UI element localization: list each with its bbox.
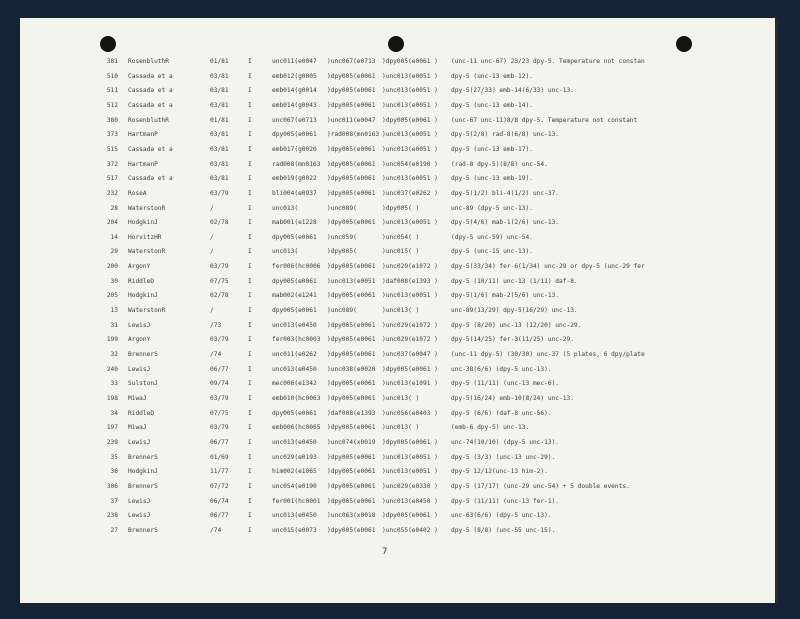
gene-locus-2: )dpy005(e0061 bbox=[327, 394, 376, 402]
gene-locus-1: unc054(e0190 bbox=[272, 482, 317, 490]
row-mark: I bbox=[248, 248, 252, 256]
gene-locus-3: )dpy005(e0061 ) bbox=[382, 512, 438, 520]
gene-locus-3: )unc055(e0402 ) bbox=[382, 526, 438, 534]
author-name: HodgkinJ bbox=[128, 468, 158, 476]
gene-locus-3: )unc054( ) bbox=[382, 233, 420, 241]
gene-locus-1: unc013( bbox=[272, 248, 299, 256]
author-name: BrennerS bbox=[128, 526, 158, 534]
author-name: LewisJ bbox=[128, 497, 151, 505]
row-number: 511 bbox=[106, 87, 118, 95]
row-number: 373 bbox=[106, 131, 118, 139]
gene-locus-3: )unc029(e1072 ) bbox=[382, 336, 438, 344]
cross-result: dpy-5(1/6) mab-2(5/6) unc-13. bbox=[451, 292, 560, 300]
cross-result: dpy-5 (11/11) (unc-13 mec-6). bbox=[451, 380, 560, 388]
punch-hole-left bbox=[100, 36, 116, 52]
row-date: 03/79 bbox=[210, 424, 229, 432]
cross-result: dpy-5(2/8) rad-8(6/8) unc-13. bbox=[451, 131, 560, 139]
cross-result: unc-38(6/6) (dpy-5 unc-13). bbox=[451, 365, 552, 373]
row-number: 35 bbox=[110, 453, 118, 461]
gene-locus-3: )unc029(e1072 ) bbox=[382, 321, 438, 329]
row-mark: I bbox=[248, 131, 252, 139]
gene-locus-2: )dpy005(e0061 bbox=[327, 468, 376, 476]
row-mark: I bbox=[248, 424, 252, 432]
cross-result: (unc-11 dpy-5) (30/30) unc-37 (5 plates, 6 dpy/plate bbox=[451, 351, 645, 358]
cross-result: unc-89(13/29) dpy-5(16/29) unc-13. bbox=[451, 307, 578, 315]
gene-locus-1: emb014(g0043 bbox=[272, 101, 317, 109]
gene-locus-1: unc011(e0262 bbox=[272, 351, 317, 358]
row-number: 205 bbox=[106, 292, 118, 300]
cross-result: dpy-5(1/2) bli-4(1/2) unc-37. bbox=[451, 189, 560, 197]
row-date: 03/79 bbox=[210, 336, 229, 344]
gene-locus-1: him002(e1065 bbox=[272, 468, 317, 476]
row-date: 07/75 bbox=[210, 277, 229, 285]
author-name: WaterstonR bbox=[128, 307, 166, 315]
gene-locus-3: )unc015( ) bbox=[382, 248, 420, 256]
cross-result: dpy-5(14/25) fer-3(11/25) unc-29. bbox=[451, 336, 574, 344]
gene-locus-1: dpy005(e0061 bbox=[272, 233, 317, 241]
author-name: ArgonY bbox=[128, 336, 151, 344]
gene-locus-1: dpy005(e0061 bbox=[272, 131, 317, 139]
row-number: 32 bbox=[110, 351, 118, 358]
cross-result: dpy-5 (unc-13 emb-17). bbox=[451, 145, 533, 153]
row-number: 240 bbox=[106, 365, 118, 373]
cross-result: dpy-5(33/34) fer-6(1/34) unc-29 or dpy-5 (unc-29 fer bbox=[451, 263, 645, 271]
row-date: /74 bbox=[210, 351, 222, 358]
gene-locus-3: )unc013(e0051 ) bbox=[382, 468, 438, 476]
row-number: 199 bbox=[106, 336, 118, 344]
gene-locus-2: )dpy005(e0061 bbox=[327, 497, 376, 505]
row-date: / bbox=[210, 248, 214, 256]
row-number: 197 bbox=[106, 424, 118, 432]
row-date: / bbox=[210, 307, 214, 315]
gene-locus-2: )dpy005(e0061 bbox=[327, 351, 376, 358]
author-name: WaterstonR bbox=[128, 204, 166, 212]
author-name: Cassada et a bbox=[128, 87, 173, 95]
gene-locus-1: unc013(e0450 bbox=[272, 438, 317, 446]
row-number: 29 bbox=[110, 248, 118, 256]
cross-result: (dpy-5 unc-59) unc-54. bbox=[451, 233, 533, 241]
gene-locus-1: unc013(e0450 bbox=[272, 512, 317, 520]
gene-locus-2: )dpy005(e0061 bbox=[327, 101, 376, 109]
row-mark: I bbox=[248, 497, 252, 505]
cross-result: dpy-5 (8/20) unc-13 (12/20) unc-29. bbox=[451, 321, 582, 329]
author-name: RiddleD bbox=[128, 277, 155, 285]
row-number: 512 bbox=[106, 101, 118, 109]
cross-result: dpy-5 (11/11) (unc-13 fer-1). bbox=[451, 497, 560, 505]
row-date: 06/74 bbox=[210, 497, 229, 505]
author-name: MiwaJ bbox=[128, 394, 147, 402]
row-date: 06/77 bbox=[210, 365, 229, 373]
gene-locus-1: unc013( bbox=[272, 204, 299, 212]
row-mark: I bbox=[248, 116, 252, 124]
punch-hole-center bbox=[388, 36, 404, 52]
row-number: 27 bbox=[110, 526, 118, 534]
row-date: 06/77 bbox=[210, 512, 229, 520]
row-number: 30 bbox=[110, 277, 118, 285]
row-date: 02/78 bbox=[210, 292, 229, 300]
gene-locus-1: emb006(hc0065 bbox=[272, 424, 321, 432]
gene-locus-2: )unc074(x0019 bbox=[327, 438, 376, 446]
gene-locus-3: )unc013( ) bbox=[382, 394, 420, 402]
gene-locus-2: )unc089( bbox=[327, 204, 357, 212]
cross-result: dpy-5 (unc-13 emb-19). bbox=[451, 175, 533, 183]
gene-locus-3: )dpy005(e0061 ) bbox=[382, 116, 438, 124]
row-date: 02/78 bbox=[210, 219, 229, 227]
author-name: SulstonJ bbox=[128, 380, 158, 388]
gene-locus-2: )unc059( bbox=[327, 233, 357, 241]
cross-result: (unc-67 unc-11)8/8 dpy-5. Temperature not constant bbox=[451, 116, 638, 124]
row-number: 515 bbox=[106, 145, 118, 153]
row-mark: I bbox=[248, 72, 252, 80]
gene-locus-1: rad008(mn0163 bbox=[272, 160, 321, 168]
row-number: 200 bbox=[106, 263, 118, 271]
gene-locus-3: )unc013(e0051 ) bbox=[382, 292, 438, 300]
gene-locus-1: emb017(g0020 bbox=[272, 145, 317, 153]
gene-locus-2: )dpy005(e0061 bbox=[327, 219, 376, 227]
row-number: 381 bbox=[106, 58, 118, 65]
gene-locus-1: fer006(hc0006 bbox=[272, 263, 321, 271]
gene-locus-1: emb012(g0005 bbox=[272, 72, 317, 80]
gene-locus-1: unc013(e0450 bbox=[272, 321, 317, 329]
row-number: 510 bbox=[106, 72, 118, 80]
gene-locus-2: )dpy005(e0061 bbox=[327, 175, 376, 183]
gene-locus-2: )dpy005(e0061 bbox=[327, 189, 376, 197]
row-mark: I bbox=[248, 468, 252, 476]
gene-locus-3: )dpy005( ) bbox=[382, 204, 420, 212]
gene-locus-2: )dpy005(e0061 bbox=[327, 380, 376, 388]
cross-result: dpy-5 (8/8) (unc-55 unc-15). bbox=[451, 526, 556, 534]
gene-locus-3: )unc013( ) bbox=[382, 307, 420, 315]
gene-locus-1: unc015(e0073 bbox=[272, 526, 317, 534]
author-name: HartmanP bbox=[128, 131, 158, 139]
gene-locus-1: bli004(e0937 bbox=[272, 189, 317, 197]
gene-locus-2: )dpy005(e0061 bbox=[327, 145, 376, 153]
row-date: 03/81 bbox=[210, 131, 229, 139]
row-date: 01/81 bbox=[210, 58, 229, 65]
gene-locus-1: mec006(e1342 bbox=[272, 380, 317, 388]
row-number: 36 bbox=[110, 468, 118, 476]
gene-locus-3: )daf008(e1393 ) bbox=[382, 277, 438, 285]
author-name: Cassada et a bbox=[128, 175, 173, 183]
author-name: BrennerS bbox=[128, 482, 158, 490]
gene-locus-3: )unc013( ) bbox=[382, 424, 420, 432]
row-mark: I bbox=[248, 219, 252, 227]
row-mark: I bbox=[248, 351, 252, 358]
gene-locus-1: dpy005(e0061 bbox=[272, 277, 317, 285]
row-date: 11/77 bbox=[210, 468, 229, 476]
row-date: 03/81 bbox=[210, 175, 229, 183]
cross-result: unc-74(10/10) (dpy-5 unc-13). bbox=[451, 438, 560, 446]
row-number: 380 bbox=[106, 116, 118, 124]
row-date: 09/74 bbox=[210, 380, 229, 388]
gene-locus-2: )dpy005(e0061 bbox=[327, 72, 376, 80]
gene-locus-2: )unc063(x0018 bbox=[327, 512, 376, 520]
gene-locus-3: )unc013(e0450 ) bbox=[382, 497, 438, 505]
author-name: RosenbluthR bbox=[128, 116, 169, 124]
cross-result: dpy-5(27/33) emb-14(6/33) unc-13. bbox=[451, 87, 574, 95]
row-number: 14 bbox=[110, 233, 118, 241]
row-mark: I bbox=[248, 160, 252, 168]
gene-locus-2: )unc011(e0047 bbox=[327, 116, 376, 124]
row-date: 03/79 bbox=[210, 394, 229, 402]
author-name: Cassada et a bbox=[128, 101, 173, 109]
row-date: 01/69 bbox=[210, 453, 229, 461]
gene-locus-3: )unc037(e0047 ) bbox=[382, 351, 438, 358]
gene-locus-3: )unc013(e0051 ) bbox=[382, 87, 438, 95]
cross-result: dpy-5 (unc-13 emb-12). bbox=[451, 72, 533, 80]
row-mark: I bbox=[248, 394, 252, 402]
row-date: 06/77 bbox=[210, 438, 229, 446]
gene-locus-2: )dpy005(e0061 bbox=[327, 482, 376, 490]
gene-locus-2: )dpy005( bbox=[327, 248, 357, 256]
author-name: HodgkinJ bbox=[128, 292, 158, 300]
gene-locus-1: fer001(hc0001 bbox=[272, 497, 321, 505]
gene-locus-1: unc011(e0047 bbox=[272, 58, 317, 65]
gene-locus-3: )unc013(e0051 ) bbox=[382, 72, 438, 80]
gene-locus-1: fer003(hc0003 bbox=[272, 336, 321, 344]
cross-result: unc-89 (dpy-5 unc-13). bbox=[451, 204, 533, 212]
gene-locus-3: )unc029(e1072 ) bbox=[382, 263, 438, 271]
row-mark: I bbox=[248, 321, 252, 329]
gene-locus-2: )dpy005(e0061 bbox=[327, 526, 376, 534]
punch-hole-right bbox=[676, 36, 692, 52]
row-date: 03/81 bbox=[210, 145, 229, 153]
row-number: 372 bbox=[106, 160, 118, 168]
row-date: 03/81 bbox=[210, 160, 229, 168]
cross-result: (unc-11 unc-67) 23/23 dpy-5. Temperature not constan bbox=[451, 58, 645, 65]
row-mark: I bbox=[248, 380, 252, 388]
gene-locus-2: )dpy005(e0061 bbox=[327, 292, 376, 300]
author-name: WaterstonR bbox=[128, 248, 166, 256]
row-number: 238 bbox=[106, 512, 118, 520]
row-date: 07/75 bbox=[210, 409, 229, 417]
author-name: RiddleD bbox=[128, 409, 155, 417]
gene-locus-2: )dpy005(e0061 bbox=[327, 263, 376, 271]
gene-locus-3: )unc013(e1091 ) bbox=[382, 380, 438, 388]
row-date: /73 bbox=[210, 321, 222, 329]
gene-locus-2: )dpy005(e0061 bbox=[327, 321, 376, 329]
gene-locus-3: )unc013(e0051 ) bbox=[382, 453, 438, 461]
row-date: 07/72 bbox=[210, 482, 229, 490]
row-mark: I bbox=[248, 292, 252, 300]
gene-locus-2: )unc013(e0051 bbox=[327, 277, 376, 285]
author-name: MiwaJ bbox=[128, 424, 147, 432]
gene-locus-1: emb019(g0022 bbox=[272, 175, 317, 183]
gene-locus-2: )dpy005(e0061 bbox=[327, 424, 376, 432]
row-mark: I bbox=[248, 189, 252, 197]
row-mark: I bbox=[248, 101, 252, 109]
row-date: /74 bbox=[210, 526, 222, 534]
gene-locus-3: )unc054(e0190 ) bbox=[382, 160, 438, 168]
gene-locus-1: unc013(e0450 bbox=[272, 365, 317, 373]
cross-result: dpy-5 (17/17) (unc-29 unc-54) + 5 double events. bbox=[451, 482, 630, 490]
author-name: ArgonY bbox=[128, 263, 151, 271]
gene-locus-2: )daf008(e1393 bbox=[327, 409, 376, 417]
author-name: RosenbluthR bbox=[128, 58, 169, 65]
row-number: 204 bbox=[106, 219, 118, 227]
gene-locus-1: mab001(e1228 bbox=[272, 219, 317, 227]
row-number: 517 bbox=[106, 175, 118, 183]
row-mark: I bbox=[248, 175, 252, 183]
gene-locus-3: )unc037(e0262 ) bbox=[382, 189, 438, 197]
gene-locus-1: emb010(hc0063 bbox=[272, 394, 321, 402]
row-mark: I bbox=[248, 277, 252, 285]
row-number: 31 bbox=[110, 321, 118, 329]
author-name: LewisJ bbox=[128, 321, 151, 329]
row-date: 03/81 bbox=[210, 87, 229, 95]
row-mark: I bbox=[248, 409, 252, 417]
gene-locus-3: )unc013(e0051 ) bbox=[382, 145, 438, 153]
gene-locus-3: )dpy005(e0061 ) bbox=[382, 438, 438, 446]
gene-locus-3: )unc013(e0051 ) bbox=[382, 219, 438, 227]
author-name: HorvitzHR bbox=[128, 233, 162, 241]
author-name: BrennerS bbox=[128, 453, 158, 461]
row-number: 232 bbox=[106, 189, 118, 197]
cross-result: (emb-6 dpy-5) unc-13. bbox=[451, 424, 530, 432]
row-mark: I bbox=[248, 145, 252, 153]
gene-locus-2: )dpy005(e0061 bbox=[327, 453, 376, 461]
row-number: 306 bbox=[106, 482, 118, 490]
gene-locus-1: unc029(e0193 bbox=[272, 453, 317, 461]
row-mark: I bbox=[248, 365, 252, 373]
row-mark: I bbox=[248, 233, 252, 241]
row-mark: I bbox=[248, 336, 252, 344]
gene-locus-3: )unc056(e0403 ) bbox=[382, 409, 438, 417]
row-number: 33 bbox=[110, 380, 118, 388]
gene-locus-1: dpy005(e0061 bbox=[272, 409, 317, 417]
gene-locus-3: )unc013(e0051 ) bbox=[382, 131, 438, 139]
row-mark: I bbox=[248, 307, 252, 315]
row-mark: I bbox=[248, 58, 252, 65]
row-date: 03/81 bbox=[210, 101, 229, 109]
row-mark: I bbox=[248, 526, 252, 534]
row-mark: I bbox=[248, 87, 252, 95]
gene-locus-1: dpy005(e0061 bbox=[272, 307, 317, 315]
gene-locus-2: )unc067(e0713 bbox=[327, 58, 376, 65]
author-name: HartmanP bbox=[128, 160, 158, 168]
gene-locus-2: )dpy005(e0061 bbox=[327, 336, 376, 344]
author-name: Cassada et a bbox=[128, 145, 173, 153]
cross-result: dpy-5 (3/3) (unc-13 unc-29). bbox=[451, 453, 556, 461]
author-name: Cassada et a bbox=[128, 72, 173, 80]
page-number: 7 bbox=[382, 547, 388, 557]
row-mark: I bbox=[248, 204, 252, 212]
row-mark: I bbox=[248, 482, 252, 490]
cross-result: dpy-5 12/12(unc-13 him-2). bbox=[451, 468, 548, 476]
cross-result: (rad-8 dpy-5)(8/8) unc-54. bbox=[451, 160, 548, 168]
row-date: 03/81 bbox=[210, 72, 229, 80]
gene-locus-1: mab002(e1241 bbox=[272, 292, 317, 300]
gene-locus-3: )unc013(e0051 ) bbox=[382, 101, 438, 109]
row-mark: I bbox=[248, 512, 252, 520]
row-number: 37 bbox=[110, 497, 118, 505]
row-number: 198 bbox=[106, 394, 118, 402]
gene-locus-3: )unc013(e0051 ) bbox=[382, 175, 438, 183]
paper-sheet bbox=[20, 18, 778, 603]
gene-locus-3: )dpy005(e0061 ) bbox=[382, 365, 438, 373]
gene-locus-1: emb014(g0014 bbox=[272, 87, 317, 95]
row-number: 239 bbox=[106, 438, 118, 446]
cross-result: dpy-5 (unc-15 unc-13). bbox=[451, 248, 533, 256]
row-date: 01/81 bbox=[210, 116, 229, 124]
author-name: LewisJ bbox=[128, 365, 151, 373]
gene-locus-2: )unc089( bbox=[327, 307, 357, 315]
row-mark: I bbox=[248, 263, 252, 271]
row-mark: I bbox=[248, 453, 252, 461]
gene-locus-3: )unc029(e0330 ) bbox=[382, 482, 438, 490]
row-date: 03/79 bbox=[210, 263, 229, 271]
author-name: RoseA bbox=[128, 189, 147, 197]
row-date: 03/79 bbox=[210, 189, 229, 197]
cross-result: dpy-5 (unc-13 emb-14). bbox=[451, 101, 533, 109]
cross-result: dpy-5(4/6) mab-1(2/6) unc-13. bbox=[451, 219, 560, 227]
gene-locus-2: )dpy005(e0061 bbox=[327, 87, 376, 95]
gene-locus-1: unc067(e0713 bbox=[272, 116, 317, 124]
gene-locus-2: )dpy005(e0061 bbox=[327, 160, 376, 168]
cross-result: dpy-5 (6/6) (daf-8 unc-56). bbox=[451, 409, 552, 417]
row-number: 28 bbox=[110, 204, 118, 212]
gene-locus-2: )unc038(e0020 bbox=[327, 365, 376, 373]
author-name: BrennerS bbox=[128, 351, 158, 358]
cross-result: dpy-5(16/24) emb-10(8/24) unc-13. bbox=[451, 394, 574, 402]
gene-locus-3: )dpy005(e0061 ) bbox=[382, 58, 438, 65]
cross-result: dpy-5 (10/11) unc-13 (1/11) daf-8. bbox=[451, 277, 578, 285]
row-date: / bbox=[210, 233, 214, 241]
author-name: LewisJ bbox=[128, 438, 151, 446]
author-name: HodgkinJ bbox=[128, 219, 158, 227]
row-date: / bbox=[210, 204, 214, 212]
author-name: LewisJ bbox=[128, 512, 151, 520]
row-number: 13 bbox=[110, 307, 118, 315]
gene-locus-2: )rad008(mn0163 bbox=[327, 131, 380, 139]
cross-result: unc-63(6/6) (dpy-5 unc-13). bbox=[451, 512, 552, 520]
row-mark: I bbox=[248, 438, 252, 446]
row-number: 34 bbox=[110, 409, 118, 417]
